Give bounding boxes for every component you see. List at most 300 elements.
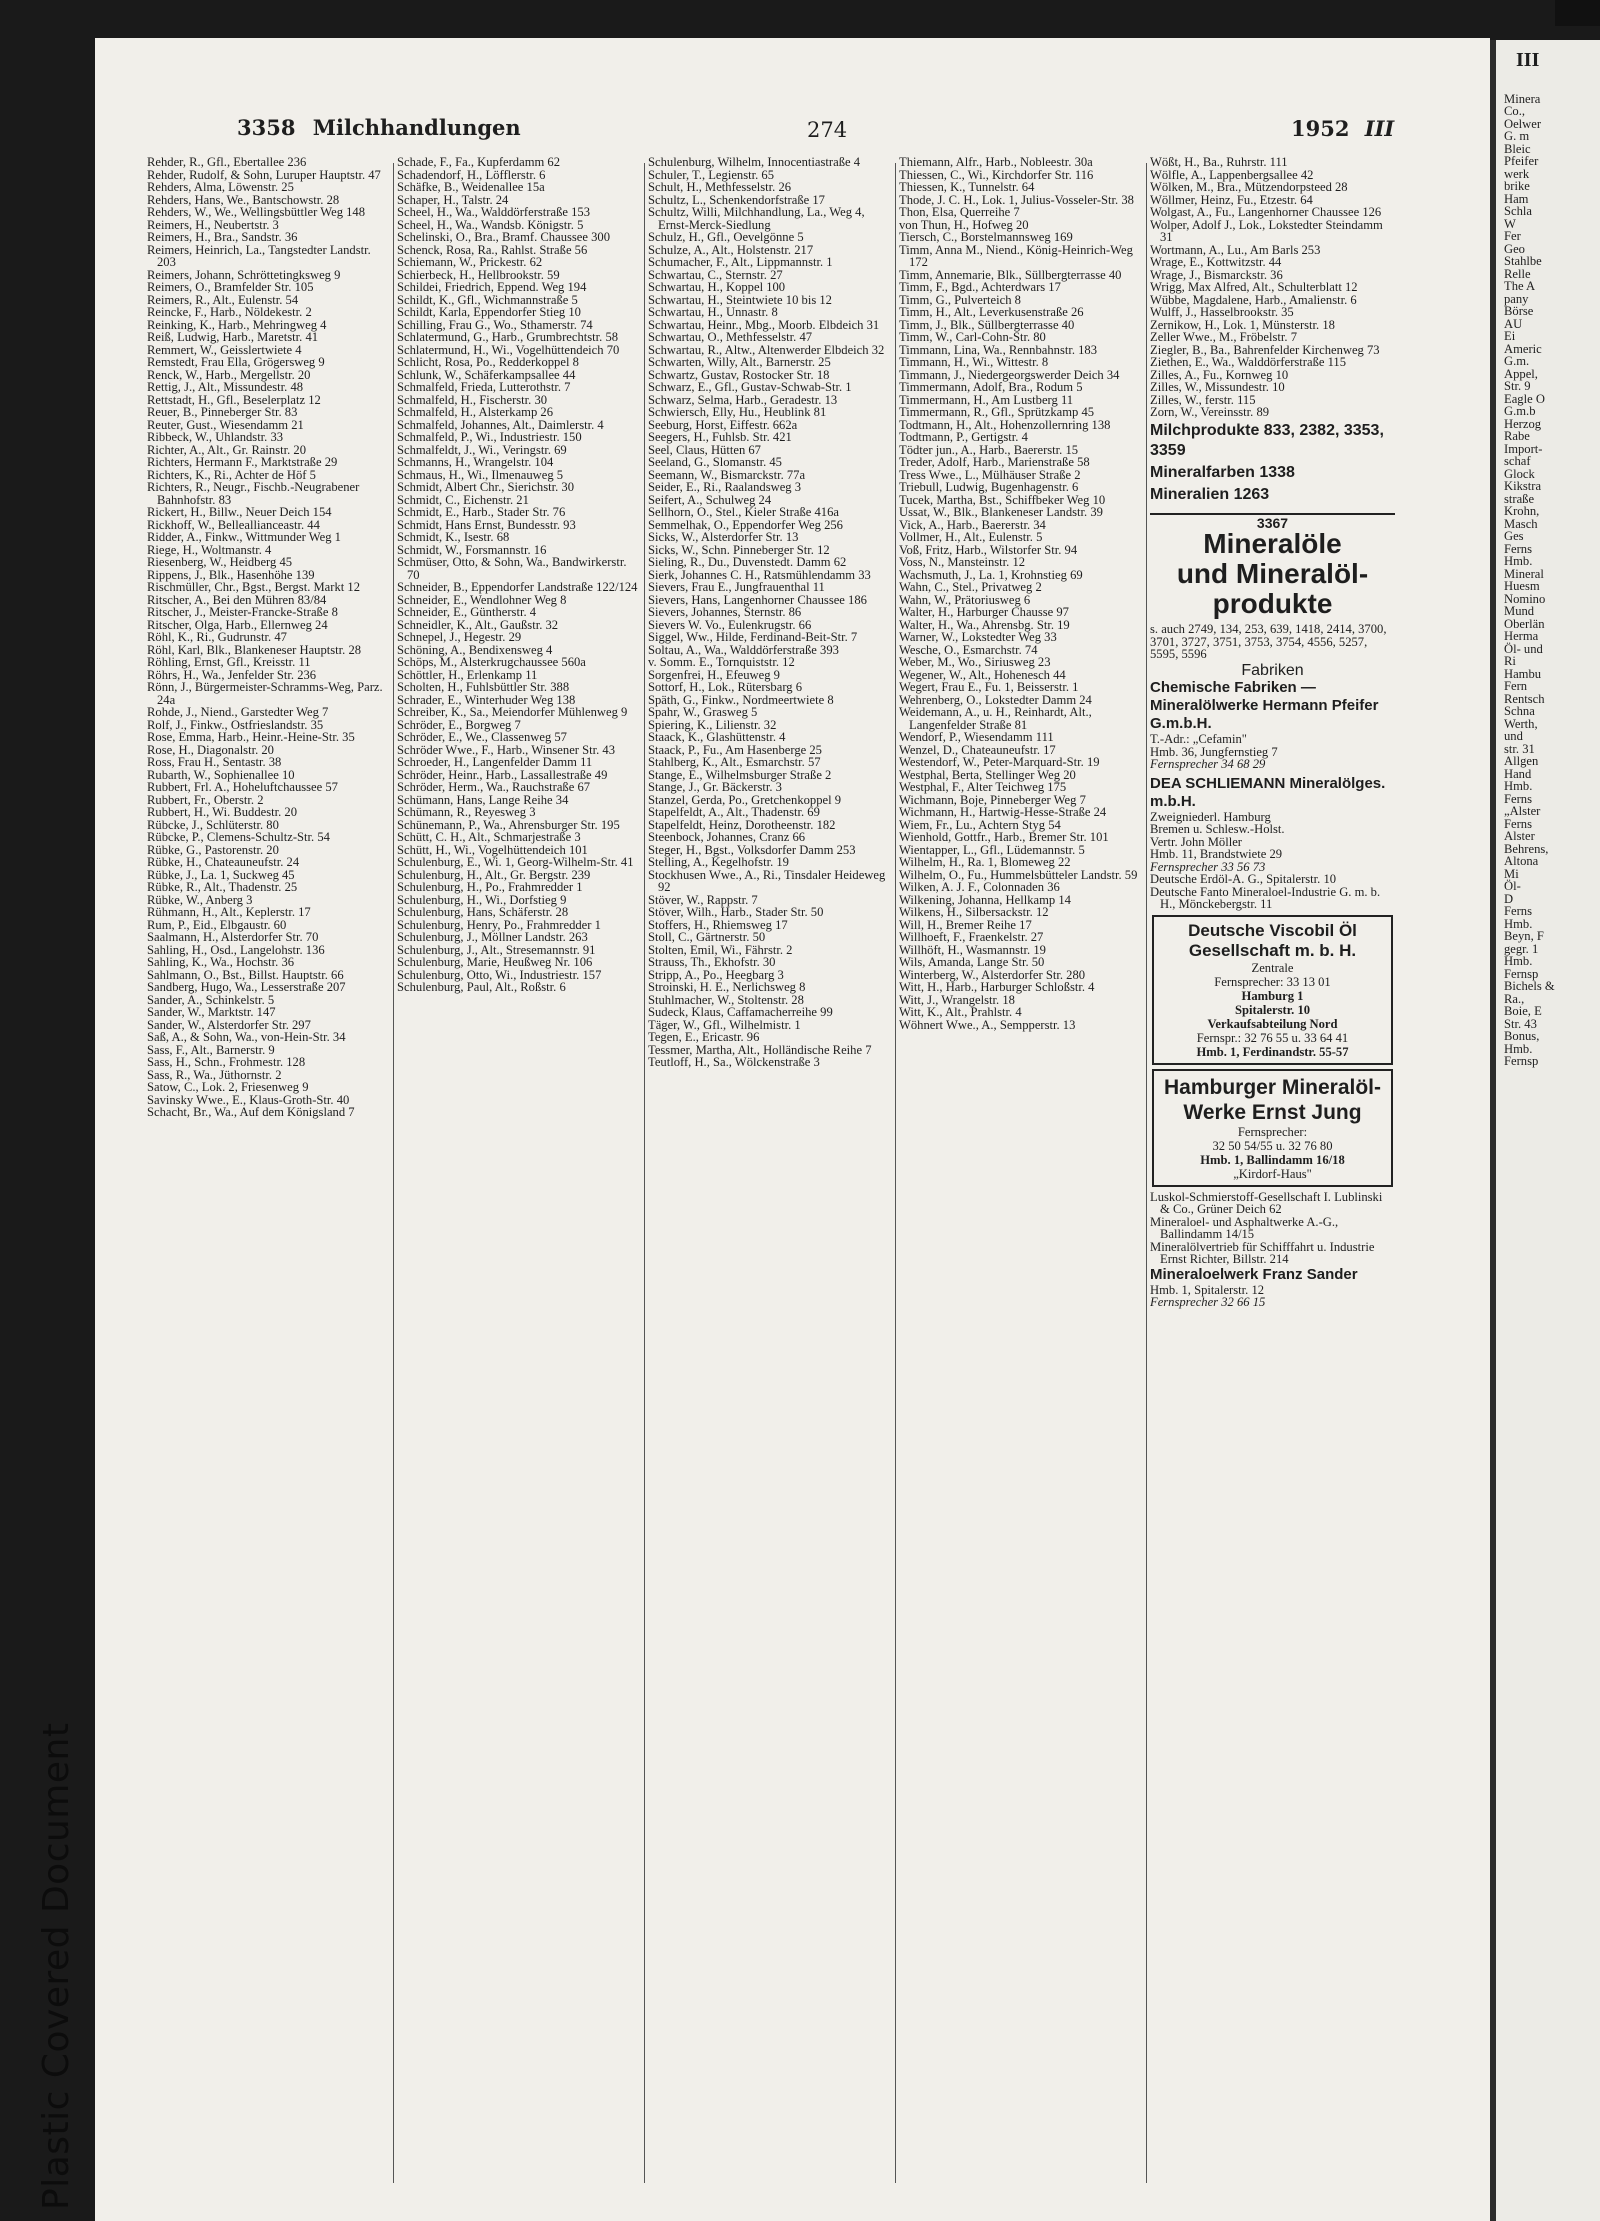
listing-entry: Schmalfeld, H., Fischerstr. 30 — [397, 392, 548, 407]
listing-entry: Riege, H., Woltmanstr. 4 — [147, 542, 272, 557]
listing-entry: Schulenburg, Henry, Po., Frahmredder 1 — [397, 917, 601, 932]
listing-entry: Zeller Wwe., M., Fröbelstr. 7 — [1150, 330, 1298, 344]
part-numeral: III — [1364, 116, 1395, 141]
listing-entry: Willhöft, H., Wasmannstr. 19 — [899, 942, 1046, 957]
listing-entry: Sander, W., Alsterdorfer Str. 297 — [147, 1017, 311, 1032]
listing-entry: Westphal, F., Alter Teichweg 175 — [899, 780, 1067, 794]
adjacent-page-fragment: Ei — [1504, 329, 1516, 343]
listing-entry: Schaper, H., Talstr. 24 — [397, 192, 509, 207]
adjacent-page-fragment: Ferns — [1504, 816, 1532, 831]
listing-entry: Scholten, H., Fuhlsbüttler Str. 388 — [397, 680, 570, 694]
listing-entry: Schulenburg, J., Möllner Landstr. 263 — [397, 930, 588, 944]
adjacent-page-fragment: Börse — [1504, 304, 1534, 318]
listing-entry: Wolper, Adolf J., Lok., Lokstedter Steindamm 31 — [1150, 217, 1383, 244]
listing-entry: Walter, H., Harburger Chausse 97 — [899, 605, 1069, 619]
listing-entry: Rönn, J., Bürgermeister-Schramms-Weg, Parz. 24a — [147, 680, 383, 707]
column-1 — [147, 156, 389, 2216]
listing-entry: Rolf, J., Finkw., Ostfrieslandstr. 35 — [147, 717, 324, 732]
listing-entry: Wölfle, A., Lappenbergsallee 42 — [1150, 167, 1314, 182]
listing-entry: Ritscher, J., Meister-Francke-Straße 8 — [147, 605, 338, 619]
side-label — [6, 1510, 77, 2210]
listing-entry: Weidemann, A., u. H., Reinhardt, Alt., Langenfelder Straße 81 — [899, 705, 1092, 732]
listing-entry: Sievers, Johannes, Sternstr. 86 — [648, 605, 802, 619]
listing-entry: Sudeck, Klaus, Caffamacherreihe 99 — [648, 1005, 833, 1019]
listing-entry: Wegert, Frau E., Fu. 1, Beisserstr. 1 — [899, 680, 1079, 694]
ad-line: Fernspr.: 32 76 55 u. 33 64 41 — [1196, 1030, 1349, 1045]
listing-entry: Seeburg, Horst, Eiffestr. 662a — [648, 417, 798, 432]
listing-entry: Schröder, Herm., Wa., Rauchstraße 67 — [397, 780, 591, 794]
firm-line: Mineraloel- und Asphaltwerke A.-G., Ballindamm 14/15 — [1150, 1214, 1339, 1241]
listing-entry: Staack, P., Fu., Am Hasenberge 25 — [648, 742, 822, 757]
listing-entry: Schilling, Frau G., Wo., Sthamerstr. 74 — [397, 317, 593, 332]
listing-entry: Reinking, K., Harb., Mehringweg 4 — [147, 317, 327, 332]
listing-entry: Timmermann, H., Am Lustberg 11 — [899, 392, 1074, 407]
listing-entry: Witt, J., Wrangelstr. 18 — [899, 992, 1015, 1007]
column-2 — [397, 156, 639, 2216]
listing-entry: Wößt, H., Ba., Ruhrstr. 111 — [1150, 156, 1288, 169]
listing-entry: Teutloff, H., Sa., Wölckenstraße 3 — [648, 1055, 820, 1069]
listing-entry: Schulenburg, Marie, Heußweg Nr. 106 — [397, 955, 593, 969]
listing-entry: Rickhoff, W., Belleallianceastr. 44 — [147, 517, 320, 532]
listing-entry: Stahlberg, K., Alt., Esmarchstr. 57 — [648, 755, 821, 769]
listing-entry: Vollmer, H., Alt., Eulenstr. 5 — [899, 530, 1043, 544]
adjacent-page-fragment: Glock — [1504, 466, 1535, 481]
listing-entry: Ribbeck, W., Uhlandstr. 33 — [147, 430, 284, 444]
listing-entry: Rehders, W., We., Wellingsbüttler Weg 148 — [147, 205, 366, 219]
subsection-heading: Fabriken — [1241, 661, 1304, 679]
listing-entry: Sorgenfrei, H., Efeuweg 9 — [648, 667, 780, 682]
firm-name: Mineraloelwerk Franz Sander — [1150, 1265, 1358, 1283]
listing-entry: Rübke, G., Pastorenstr. 20 — [147, 842, 279, 857]
column-5 — [1150, 156, 1395, 2216]
listing-entry: Schütt, C. H., Alt., Schmarjestraße 3 — [397, 830, 581, 844]
listing-entry: Schmidt, K., Isestr. 68 — [397, 530, 510, 544]
adjacent-page-fragment: The A — [1504, 279, 1536, 293]
listing-entry: Schulenburg, H., Po., Frahmredder 1 — [397, 880, 583, 894]
listing-entry: Schulenburg, H., Alt., Gr. Bergstr. 239 — [397, 867, 591, 882]
listing-entry: Schulenburg, Paul, Alt., Roßstr. 6 — [397, 980, 566, 994]
listing-entry: Timm, Anna M., Niend., König-Heinrich-Weg 172 — [899, 242, 1133, 269]
listing-entry: Schneider, E., Wendlohner Weg 8 — [397, 592, 567, 607]
firm-line: Hmb. 11, Brandstwiete 29 — [1150, 847, 1283, 861]
listing-entry: Wahn, W., Prätoriusweg 6 — [899, 592, 1031, 607]
adjacent-page-fragment: Fernsp — [1504, 1054, 1539, 1068]
listing-entry: Seeland, G., Slomanstr. 45 — [648, 455, 782, 469]
listing-entry: Thon, Elsa, Querreihe 7 — [899, 205, 1020, 219]
adjacent-page-fragment: Huesm — [1504, 579, 1540, 593]
cross-ref-mineralien: Mineralien 1263 — [1150, 485, 1270, 503]
listing-entry: Schildt, Karla, Eppendorfer Stieg 10 — [397, 305, 581, 319]
listing-entry: Späth, G., Finkw., Nordmeertwiete 8 — [648, 692, 834, 707]
adjacent-page-fragment: Allgen — [1504, 754, 1539, 768]
listing-entry: Rubbert, H., Wi. Buddestr. 20 — [147, 805, 298, 819]
listing-entry: Stange, J., Gr. Bäckerstr. 3 — [648, 780, 782, 794]
listing-entry: Soltau, A., Wa., Walddörferstraße 393 — [648, 642, 839, 657]
listing-entry: Timmermann, Adolf, Bra., Rodum 5 — [899, 380, 1083, 394]
adjacent-page-fragment: Mi — [1504, 866, 1519, 881]
listing-entry: Wrage, J., Bismarckstr. 36 — [1150, 267, 1283, 282]
header-right — [1291, 116, 1394, 141]
listing-entry: Schwartau, R., Altw., Altenwerder Elbdeich 32 — [648, 342, 885, 357]
adjacent-page-fragment: Eagle O — [1504, 391, 1545, 406]
listing-entry: Ziethen, E., Wa., Walddörferstraße 115 — [1150, 355, 1347, 369]
listing-entry: Rübke, R., Alt., Thadenstr. 25 — [147, 880, 298, 894]
listing-entry: Schwartau, Heinr., Mbg., Moorb. Elbdeich 31 — [648, 317, 880, 332]
adjacent-page-fragment: Fer — [1504, 229, 1521, 243]
listing-entry: Rum, P., Eid., Elbgaustr. 60 — [147, 917, 287, 932]
listing-entry: Schultz, Willi, Milchhandlung, La., Weg 4, Ernst-Merck-Siedlung — [648, 205, 865, 232]
listing-entry: Rettig, J., Alt., Missundestr. 48 — [147, 380, 304, 394]
listing-entry: Timmermann, R., Gfl., Sprützkamp 45 — [899, 405, 1095, 419]
adjacent-page-fragment: Masch — [1504, 516, 1538, 531]
listing-entry: Stroinski, H. E., Nerlichsweg 8 — [648, 980, 806, 994]
adjacent-page-fragment: und — [1504, 729, 1523, 743]
listing-entry: Saß, A., & Sohn, Wa., von-Hein-Str. 34 — [147, 1030, 346, 1044]
listing-entry: Wilhelm, H., Ra. 1, Blomeweg 22 — [899, 855, 1071, 869]
listing-entry: Thiemann, Alfr., Harb., Nobleestr. 30a — [899, 156, 1093, 169]
listing-entry: Savinsky Wwe., E., Klaus-Groth-Str. 40 — [147, 1092, 350, 1107]
listing-entry: Schlatermund, H., Wi., Vogelhüttendeich 70 — [397, 342, 620, 357]
listing-entry: Rehder, Rudolf, & Sohn, Luruper Hauptstr. 47 — [147, 167, 381, 182]
listing-entry: Wilken, A. J. F., Colonnaden 36 — [899, 880, 1060, 894]
listing-entry: Rose, H., Diagonalstr. 20 — [147, 742, 274, 757]
ad-line: Spitalerstr. 10 — [1234, 1002, 1311, 1017]
ad-line: 32 50 54/55 u. 32 76 80 — [1212, 1138, 1333, 1153]
listing-entry: Schulenburg, H., Wi., Dorfstieg 9 — [397, 892, 567, 907]
listing-entry: Schulz, H., Gfl., Oevelgönne 5 — [648, 230, 804, 244]
listing-entry: Wulff, J., Hasselbrookstr. 35 — [1150, 305, 1294, 319]
listing-entry: Schwarz, Selma, Harb., Geradestr. 13 — [648, 392, 838, 407]
listing-entry: Wienhold, Gottfr., Harb., Bremer Str. 101 — [899, 830, 1109, 844]
listing-entry: Zernikow, H., Lok. 1, Münsterstr. 18 — [1150, 317, 1335, 332]
adjacent-page-fragment: Alster — [1504, 829, 1535, 843]
listing-entry: Todtmann, H., Alt., Hohenzollernring 138 — [899, 417, 1111, 432]
ad-line: Zentrale — [1251, 960, 1294, 975]
listing-entry: Timm, Annemarie, Blk., Süllbergterrasse 40 — [899, 267, 1122, 282]
listing-entry: Will, H., Bremer Reihe 17 — [899, 917, 1032, 932]
listing-entry: Voss, N., Mansteinstr. 12 — [899, 555, 1026, 569]
firm-line: Deutsche Erdöl-A. G., Spitalerstr. 10 — [1150, 872, 1337, 886]
listing-entry: Sander, A., Schinkelstr. 5 — [147, 992, 275, 1007]
adjacent-page-fragment: Appel, — [1504, 366, 1538, 381]
listing-entry: Stripp, A., Po., Heegbarg 3 — [648, 967, 784, 982]
listing-entry: Sass, F., Alt., Barnerstr. 9 — [147, 1042, 275, 1057]
listing-entry: Wiem, Fr., Lu., Achtern Styg 54 — [899, 817, 1061, 832]
listing-entry: Schwartau, C., Sternstr. 27 — [648, 267, 783, 282]
listing-entry: Tessmer, Martha, Alt., Holländische Reihe 7 — [648, 1042, 872, 1057]
listing-entry: Witt, H., Harb., Harburger Schloßstr. 4 — [899, 980, 1095, 994]
firm-phone: Fernsprecher 33 56 73 — [1150, 859, 1266, 874]
listing-entry: Ritscher, Olga, Harb., Ellernweg 24 — [147, 617, 328, 632]
listing-entry: Triebull, Ludwig, Bugenhagenstr. 6 — [899, 480, 1079, 494]
adjacent-page-fragment: Stahlbe — [1504, 254, 1542, 268]
listing-entry: Westphal, Berta, Stellinger Weg 20 — [899, 767, 1076, 782]
listing-entry: Richters, K., Ri., Achter de Höf 5 — [147, 467, 316, 482]
listing-entry: Sass, H., Schn., Frohmestr. 128 — [147, 1055, 306, 1069]
adjacent-page-fragment: Relle — [1504, 266, 1531, 281]
listing-entry: Wichmann, H., Hartwig-Hesse-Straße 24 — [899, 805, 1107, 819]
listing-entry: Sievers, Frau E., Jungfrauenthal 11 — [648, 580, 825, 594]
adjacent-page-fragment: Mund — [1504, 604, 1535, 618]
listing-entry: Schulenburg, J., Alt., Stresemannstr. 91 — [397, 942, 596, 957]
listing-entry: Schümann, Hans, Lange Reihe 34 — [397, 792, 569, 807]
listing-entry: Seemann, W., Bismarckstr. 77a — [648, 467, 806, 482]
listing-entry: Sander, W., Marktstr. 147 — [147, 1005, 276, 1019]
listing-entry: Ridder, A., Finkw., Wittmunder Weg 1 — [147, 530, 341, 544]
listing-entry: Schwartz, Gustav, Rostocker Str. 18 — [648, 367, 830, 382]
listing-entry: Schwiersch, Elly, Hu., Heublink 81 — [648, 405, 827, 419]
listing-entry: Stapelfeldt, Heinz, Dorotheenstr. 182 — [648, 817, 836, 832]
listing-entry: Schadendorf, H., Löfflerstr. 6 — [397, 167, 546, 182]
listing-entry: Rischmüller, Chr., Bgst., Bergst. Markt 12 — [147, 580, 361, 594]
firm-line: Hmb. 1, Spitalerstr. 12 — [1150, 1282, 1265, 1297]
listing-entry: Wölken, M., Bra., Mützendorpsteed 28 — [1150, 180, 1348, 194]
listing-entry: Schildt, K., Gfl., Wichmannstraße 5 — [397, 292, 578, 307]
listing-entry: Thiessen, K., Tunnelstr. 64 — [899, 180, 1035, 194]
adjacent-page-fragment: Rabe — [1504, 429, 1530, 443]
listing-entry: Schäfke, B., Weidenallee 15a — [397, 180, 545, 194]
adjacent-page-fragment: D — [1504, 891, 1514, 906]
listing-entry: Reimers, O., Bramfelder Str. 105 — [147, 280, 314, 294]
listing-entry: Stöver, W., Rappstr. 7 — [648, 892, 758, 907]
listing-entry: Sieling, R., Du., Duvenstedt. Damm 62 — [648, 555, 847, 569]
listing-entry: Timm, F., Bgd., Achterdwars 17 — [899, 280, 1061, 294]
listing-entry: Rubbert, Fr., Oberstr. 2 — [147, 792, 264, 807]
listing-entry: Schlatermund, G., Harb., Grumbrechtstr. 58 — [397, 330, 619, 344]
listing-entry: Schmalfeld, Frieda, Lutterothstr. 7 — [397, 380, 571, 394]
listing-entry: Schöps, M., Alsterkrugchaussee 560a — [397, 655, 586, 669]
listing-entry: Wolgast, A., Fu., Langenhorner Chaussee 126 — [1150, 205, 1382, 219]
listing-entry: Steenbock, Johannes, Cranz 66 — [648, 830, 806, 844]
category-header — [1150, 513, 1395, 620]
listing-entry: Satow, C., Lok. 2, Friesenweg 9 — [147, 1080, 309, 1094]
listing-entry: Wientapper, L., Gfl., Lüdemannstr. 5 — [899, 842, 1085, 857]
listing-entry: Täger, W., Gfl., Wilhelmistr. 1 — [648, 1017, 801, 1032]
listing-entry: Wilkening, Johanna, Hellkamp 14 — [899, 892, 1071, 907]
listing-entry: Schneidler, K., Alt., Gaußstr. 32 — [397, 617, 559, 632]
firm-name: DEA SCHLIEMANN Mineralölges. m.b.H. — [1150, 774, 1386, 810]
listing-entry: Strauss, Th., Ekhofstr. 30 — [648, 955, 776, 969]
adjacent-page-fragment: Co., — [1504, 104, 1525, 118]
listing-entry: Rübke, H., Chateauneufstr. 24 — [147, 855, 300, 869]
listing-entry: Röhrs, H., Wa., Jenfelder Str. 236 — [147, 667, 317, 682]
listing-entry: Schmidt, Hans Ernst, Bundesstr. 93 — [397, 517, 576, 532]
listing-entry: Wrage, E., Kottwitzstr. 44 — [1150, 255, 1282, 269]
firm-line: Vertr. John Möller — [1150, 834, 1242, 849]
section-title: Milchhandlungen — [312, 115, 521, 140]
listing-entry: Sottorf, H., Lok., Rütersbarg 6 — [648, 680, 803, 694]
listing-entry: Seider, E., Ri., Raalandsweg 3 — [648, 480, 802, 494]
listing-entry: Zilles, W., Missundestr. 10 — [1150, 380, 1285, 394]
listing-entry: Tödter jun., A., Harb., Baererstr. 15 — [899, 442, 1079, 457]
listing-entry: Siggel, Ww., Hilde, Ferdinand-Beit-Str. 7 — [648, 630, 858, 644]
listing-entry: Vick, A., Harb., Baererstr. 34 — [899, 517, 1046, 532]
listing-entry: Scheel, H., Wa., Walddörferstraße 153 — [397, 205, 591, 219]
listing-entry: Schenck, Rosa, Ra., Rahlst. Straße 56 — [397, 242, 588, 257]
adjacent-page-fragment — [1496, 80, 1600, 93]
adjacent-page-fragment: straße — [1504, 491, 1535, 506]
listing-entry: Rübke, W., Anberg 3 — [147, 892, 253, 907]
listing-entry: Röhl, K., Ri., Gudrunstr. 47 — [147, 630, 287, 644]
listing-entry: Riesenberg, W., Heidberg 45 — [147, 555, 293, 569]
listing-entry: Schöning, A., Bendixensweg 4 — [397, 642, 553, 657]
listing-entry: Timm, W., Carl-Cohn-Str. 80 — [899, 330, 1046, 344]
directory-page — [95, 38, 1490, 2221]
listing-entry: Weber, M., Wo., Siriusweg 23 — [899, 655, 1051, 669]
adjacent-page-fragment: Krohn, — [1504, 504, 1540, 518]
listing-entry: Reuer, B., Pinneberger Str. 83 — [147, 405, 298, 419]
listing-entry: Stapelfeldt, A., Alt., Thadenstr. 69 — [648, 805, 820, 819]
listing-entry: Schwartau, H., Unnastr. 8 — [648, 305, 778, 319]
listing-entry: Schmidt, C., Eichenstr. 21 — [397, 492, 529, 507]
listing-entry: Seifert, A., Schulweg 24 — [648, 492, 772, 507]
listing-entry: Schulze, A., Alt., Holstenstr. 217 — [648, 242, 814, 257]
listing-entry: Zilles, W., ferstr. 115 — [1150, 392, 1256, 407]
listing-entry: Richter, A., Alt., Gr. Rainstr. 20 — [147, 442, 307, 457]
adjacent-page-fragment: Oberlän — [1504, 616, 1545, 631]
listing-entry: Westendorf, W., Peter-Marquard-Str. 19 — [899, 755, 1100, 769]
listing-entry: Richters, Hermann F., Marktstraße 29 — [147, 455, 338, 469]
adjacent-page-fragment: Minera — [1504, 91, 1541, 106]
adjacent-page-fragment: Hambu — [1504, 666, 1542, 681]
listing-entry: Reimers, H., Bra., Sandstr. 36 — [147, 230, 298, 244]
adjacent-page-fragment: schaf — [1504, 454, 1531, 468]
listing-entry: Steger, H., Bgst., Volksdorfer Damm 253 — [648, 842, 856, 857]
listing-entry: Reuter, Gust., Wiesendamm 21 — [147, 417, 304, 432]
listing-entry: Stuhlmacher, W., Stoltenstr. 28 — [648, 992, 804, 1007]
adjacent-page-fragment: Bleic — [1504, 141, 1531, 156]
listing-entry: Ussat, W., Blk., Blankeneser Landstr. 39 — [899, 505, 1103, 519]
ad-line: Hmb. 1, Ballindamm 16/18 — [1200, 1152, 1345, 1167]
listing-entry: Wilkens, H., Silbersackstr. 12 — [899, 905, 1049, 919]
listing-entry: Sahling, H., Osd., Langelohstr. 136 — [147, 942, 325, 957]
listing-entry: Sahlmann, O., Bst., Billst. Hauptstr. 66 — [147, 967, 344, 982]
listing-entry: Schlicht, Rosa, Po., Redderkoppel 8 — [397, 355, 579, 369]
adjacent-page-fragment: Schla — [1504, 204, 1532, 218]
listing-entry: Thode, J. C. H., Lok. 1, Julius-Vosseler-Str. 38 — [899, 192, 1134, 207]
header-left — [237, 115, 521, 140]
listing-entry: Stolten, Emil, Wi., Fährstr. 2 — [648, 942, 793, 957]
adjacent-page-fragment: Boie, E — [1504, 1004, 1542, 1018]
listing-entry: Seegers, H., Fuhlsb. Str. 421 — [648, 430, 792, 444]
adjacent-page-fragment: Rentsch — [1504, 691, 1545, 706]
listing-entry: Tress Wwe., L., Mülhäuser Straße 2 — [899, 467, 1081, 482]
listing-entry: Remmert, W., Geisslertwiete 4 — [147, 342, 302, 357]
adjacent-page-fragment: G. m — [1504, 129, 1530, 143]
listing-entry: Stanzel, Gerda, Po., Gretchenkoppel 9 — [648, 792, 842, 807]
ad-title: Hamburger Mineralöl-Werke Ernst Jung — [1163, 1075, 1382, 1124]
listing-entry: Stange, E., Wilhelmsburger Straße 2 — [648, 767, 832, 782]
listing-entry: Rickert, H., Billw., Neuer Deich 154 — [147, 505, 332, 519]
adjacent-page-fragment: Bichels & — [1504, 979, 1555, 993]
firm-line: Zweigniederl. Hamburg — [1150, 809, 1271, 824]
listing-entry: Stelling, A., Kegelhofstr. 19 — [648, 855, 789, 869]
firm-name: Chemische Fabriken — Mineralölwerke Hermann Pfeifer G.m.b.H. — [1150, 679, 1379, 732]
listing-entry: Semmelhak, O., Eppendorfer Weg 256 — [648, 517, 843, 532]
advertisement-box — [1152, 915, 1393, 1065]
listing-entry: Schumacher, F., Alt., Lippmannstr. 1 — [648, 255, 833, 269]
adjacent-page-fragment: Hand — [1504, 766, 1532, 781]
listing-entry: Treder, Adolf, Harb., Marienstraße 58 — [899, 455, 1090, 469]
listing-entry: Spahr, W., Grasweg 5 — [648, 705, 758, 719]
adjacent-page-fragment: Mineral — [1504, 566, 1544, 581]
listing-entry: Röhling, Ernst, Gfl., Kreisstr. 11 — [147, 655, 311, 669]
see-also: s. auch 2749, 134, 253, 639, 1418, 2414, 3700, 3701, 3727, 3751, 3753, 3754, 4556, 5257, 5595, 5596 — [1150, 622, 1387, 661]
adjacent-page-fragment: Ferns — [1504, 904, 1532, 918]
adjacent-page-fragment: Schna — [1504, 704, 1535, 718]
listing-entry: Timmann, H., Wi., Wittestr. 8 — [899, 355, 1049, 369]
adjacent-page-fragment: Hmb. — [1504, 554, 1533, 568]
side-label-text: Plastic Covered Document — [36, 1722, 77, 2210]
listing-entry: Wegener, W., Alt., Hohenesch 44 — [899, 667, 1066, 682]
listing-entry: Wichmann, Boje, Pinneberger Weg 7 — [899, 792, 1086, 807]
listing-entry: Stöver, Wilh., Harb., Stader Str. 50 — [648, 905, 824, 919]
adjacent-page-fragment: pany — [1504, 291, 1529, 306]
firm-line: Luskol-Schmierstoff-Gesellschaft I. Lublinski & Co., Grüner Deich 62 — [1150, 1189, 1383, 1216]
adjacent-page-fragment: Öl- — [1504, 879, 1521, 893]
listing-entry: Reincke, F., Harb., Nöldekestr. 2 — [147, 305, 312, 319]
listing-entry: Schade, F., Fa., Kupferdamm 62 — [397, 156, 561, 169]
adjacent-page-fragment: Ri — [1504, 654, 1516, 668]
adjacent-page-fragment: Werth, — [1504, 716, 1538, 731]
listing-entry: Sandberg, Hugo, Wa., Lesserstraße 207 — [147, 980, 346, 994]
firm-line: Hmb. 36, Jungfernstieg 7 — [1150, 744, 1278, 759]
listing-entry: Wortmann, A., Lu., Am Barls 253 — [1150, 242, 1321, 257]
listing-entry: Tiersch, C., Borstelmannsweg 169 — [899, 230, 1073, 244]
adjacent-page-fragment: Hmb. — [1504, 1041, 1533, 1056]
listing-entry: Schelinski, O., Bra., Bramf. Chaussee 300 — [397, 230, 611, 244]
listing-entry: Reimers, R., Alt., Eulenstr. 54 — [147, 292, 299, 307]
firm-line: T.-Adr.: „Cefamin" — [1150, 732, 1247, 746]
firm-phone: Fernsprecher 34 68 29 — [1150, 757, 1266, 771]
listing-entry: Sievers W. Vo., Eulenkrugstr. 66 — [648, 617, 812, 632]
category-number: 3367 — [1256, 514, 1289, 531]
year: 1952 — [1291, 116, 1350, 141]
listing-entry: Wils, Amanda, Lange Str. 50 — [899, 955, 1045, 969]
column-divider — [644, 163, 645, 2183]
adjacent-page-fragment: Americ — [1504, 341, 1542, 356]
listing-entry: Timmann, J., Niedergeorgswerder Deich 34 — [899, 367, 1120, 382]
listing-entry: Sahling, K., Wa., Hochstr. 36 — [147, 955, 295, 969]
listing-entry: Schwarz, E., Gfl., Gustav-Schwab-Str. 1 — [648, 380, 852, 394]
listing-entry: Schütt, H., Wi., Vogelhüttendeich 101 — [397, 842, 588, 857]
listing-entry: Stoll, C., Gärtnerstr. 50 — [648, 930, 766, 944]
category-title-line: produkte — [1212, 588, 1333, 619]
adjacent-page-fragment: Ham — [1504, 191, 1529, 206]
listing-entry: Renck, W., Harb., Mergellstr. 20 — [147, 367, 311, 382]
listing-entry: Rübcke, P., Clemens-Schultz-Str. 54 — [147, 830, 330, 844]
listing-entry: Remstedt, Frau Ella, Grögersweg 9 — [147, 355, 325, 369]
listing-entry: Schultz, L., Schenkendorfstraße 17 — [648, 192, 825, 207]
listing-entry: Warner, W., Lokstedter Weg 33 — [899, 630, 1057, 644]
listing-entry: Schulenburg, Wilhelm, Innocentiastraße 4 — [648, 156, 861, 169]
listing-entry: Schacht, Br., Wa., Auf dem Königsland 7 — [147, 1105, 355, 1119]
listing-entry: Stockhusen Wwe., A., Ri., Tinsdaler Heideweg 92 — [648, 867, 886, 894]
adjacent-page-fragment: Hmb. — [1504, 916, 1533, 931]
listing-entry: Scheel, H., Wa., Wandsb. Königstr. 5 — [397, 217, 584, 232]
adjacent-page-fragment: Str. 9 — [1504, 379, 1531, 393]
listing-entry: Schünemann, P., Wa., Ahrensburger Str. 195 — [397, 817, 620, 832]
listing-entry: Schult, H., Methfesselstr. 26 — [648, 180, 792, 194]
listing-entry: Rohde, J., Niend., Garstedter Weg 7 — [147, 705, 329, 719]
listing-entry: Wahn, C., Stel., Privatweg 2 — [899, 580, 1042, 594]
listing-entry: Todtmann, P., Gertigstr. 4 — [899, 430, 1028, 444]
firm-line: Bremen u. Schlesw.-Holst. — [1150, 822, 1285, 836]
listing-entry: Schmalfeld, P., Wi., Industriestr. 150 — [397, 430, 582, 444]
listing-entry: Rehders, Hans, We., Bantschowstr. 28 — [147, 192, 340, 207]
listing-entry: Thiessen, C., Wi., Kirchdorfer Str. 116 — [899, 167, 1094, 182]
adjacent-page-fragment: Bonus, — [1504, 1029, 1540, 1043]
